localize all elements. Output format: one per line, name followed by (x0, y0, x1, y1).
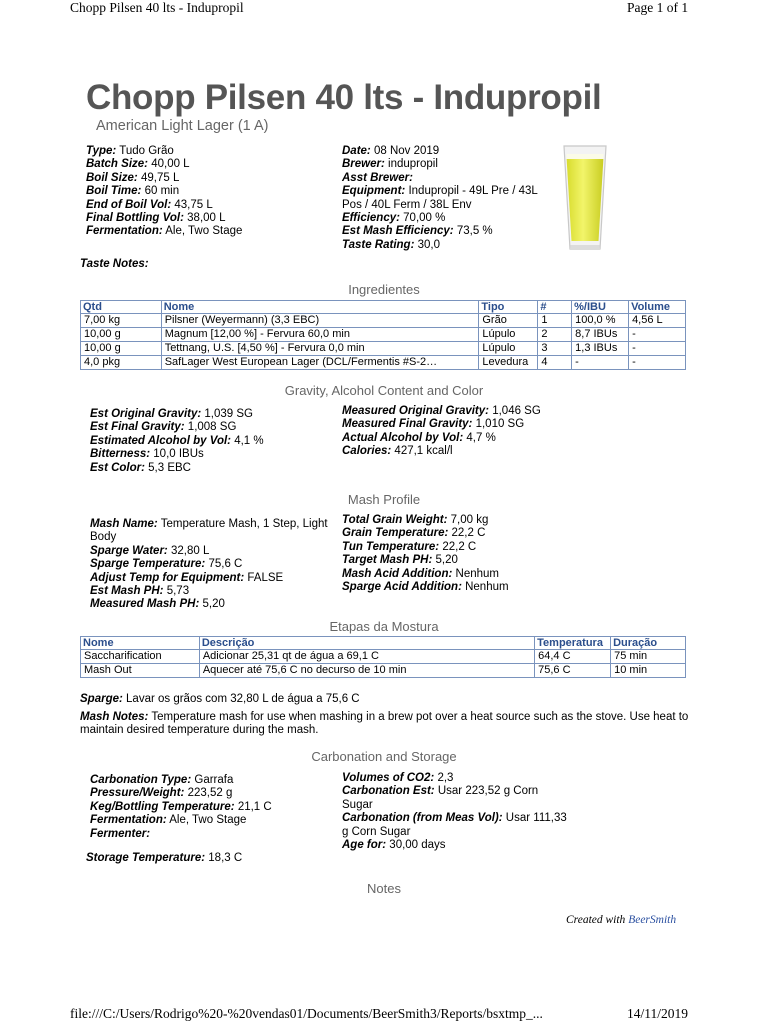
beersmith-link[interactable]: BeerSmith (628, 914, 677, 926)
info-efficiency: Efficiency: 70,00 % (342, 212, 446, 225)
col-descricao: Descrição (199, 637, 534, 650)
sparge-line: Sparge: Lavar os grãos com 32,80 L de água a 75,6 C (80, 693, 360, 705)
cell: 100,0 % (572, 314, 629, 328)
col-num: # (538, 301, 572, 314)
created-with-credit (566, 914, 676, 926)
cell: 7,00 kg (81, 314, 162, 328)
cell: Adicionar 25,31 qt de água a 69,1 C (199, 650, 534, 664)
est-mash-ph: Est Mash PH: 5,73 (90, 585, 190, 598)
gravity-left (90, 408, 330, 475)
notes-heading: Notes (367, 881, 401, 896)
est-fg: Est Final Gravity: 1,008 SG (90, 421, 237, 434)
actual-abv: Actual Alcohol by Vol: 4,7 % (342, 431, 496, 444)
credit-prefix: Created with (566, 914, 626, 926)
col-tipo: Tipo (479, 301, 538, 314)
cell: Lúpulo (479, 342, 538, 356)
cell: 4,0 pkg (81, 356, 162, 370)
ingredients-table (80, 300, 686, 370)
recipe-info-right (342, 145, 557, 252)
table-row (81, 314, 686, 328)
info-est-mash-efficiency: Est Mash Efficiency: 73,5 % (342, 225, 493, 238)
table-row (81, 328, 686, 342)
cell: SafLager West European Lager (DCL/Fermentis #S-2… (161, 356, 479, 370)
print-header-page: Page 1 of 1 (627, 0, 689, 15)
pressure-weight: Pressure/Weight: 223,52 g (90, 787, 233, 800)
sparge-water: Sparge Water: 32,80 L (90, 544, 210, 557)
cell: 2 (538, 328, 572, 342)
mash-notes: Mash Notes: Temperature mash for use when mashing in a brew pot over a heat source such as the stove. Use heat to maintain desired temperature during the mash. (80, 711, 689, 737)
recipe-title: Chopp Pilsen 40 lts - Indupropil (86, 78, 602, 117)
info-end-boil-vol: End of Boil Vol: 43,75 L (86, 198, 213, 211)
target-mash-ph: Target Mash PH: 5,20 (342, 554, 458, 567)
cell: 64,4 C (535, 650, 611, 664)
table-row (81, 356, 686, 370)
cell: Mash Out (81, 664, 200, 678)
grain-temperature: Grain Temperature: 22,2 C (342, 527, 486, 540)
gravity-right (342, 405, 642, 459)
storage-temperature: Storage Temperature: 18,3 C (86, 852, 243, 864)
est-og: Est Original Gravity: 1,039 SG (90, 408, 253, 420)
ingredients-heading: Ingredientes (348, 282, 420, 297)
volumes-co2: Volumes of CO2: 2,3 (342, 772, 454, 784)
mash-profile-heading: Mash Profile (347, 492, 421, 507)
measured-og: Measured Original Gravity: 1,046 SG (342, 405, 541, 417)
cell: Grão (479, 314, 538, 328)
info-date: Date: 08 Nov 2019 (342, 145, 440, 157)
adjust-temp: Adjust Temp for Equipment: FALSE (90, 571, 284, 584)
cell: Tettnang, U.S. [4,50 %] - Fervura 0,0 min (161, 342, 479, 356)
measured-mash-ph: Measured Mash PH: 5,20 (90, 598, 225, 611)
cell: - (572, 356, 629, 370)
print-footer-date: 14/11/2019 (627, 1006, 689, 1021)
total-grain-weight: Total Grain Weight: 7,00 kg (342, 514, 489, 526)
table-row (81, 664, 686, 678)
table-header-row (81, 637, 686, 650)
col-nome: Nome (161, 301, 479, 314)
print-header-title: Chopp Pilsen 40 lts - Indupropil (70, 0, 244, 15)
cell: - (629, 328, 686, 342)
info-final-bottling-vol: Final Bottling Vol: 38,00 L (86, 212, 226, 225)
recipe-style: American Light Lager (1 A) (96, 118, 269, 134)
cell: 1 (538, 314, 572, 328)
table-row (81, 342, 686, 356)
bitterness: Bitterness: 10,0 IBUs (90, 448, 204, 461)
cell: Magnum [12,00 %] - Fervura 60,0 min (161, 328, 479, 342)
mash-right (342, 514, 642, 594)
mash-name: Mash Name: Temperature Mash, 1 Step, Light Body (90, 518, 328, 544)
cell: 1,3 IBUs (572, 342, 629, 356)
col-ibu: %/IBU (572, 301, 629, 314)
cell: 10,00 g (81, 342, 162, 356)
col-qtd: Qtd (81, 301, 162, 314)
recipe-info-left (86, 145, 326, 239)
est-abv: Estimated Alcohol by Vol: 4,1 % (90, 434, 264, 447)
info-boil-size: Boil Size: 49,75 L (86, 171, 180, 184)
age-for: Age for: 30,00 days (342, 839, 446, 852)
info-brewer: Brewer: indupropil (342, 158, 438, 171)
table-header-row (81, 301, 686, 314)
calories: Calories: 427,1 kcal/l (342, 445, 453, 458)
keg-bottling-temp: Keg/Bottling Temperature: 21,1 C (90, 800, 272, 813)
sparge-acid-addition: Sparge Acid Addition: Nenhum (342, 581, 509, 594)
info-fermentation: Fermentation: Ale, Two Stage (86, 225, 243, 238)
carb-fermentation: Fermentation: Ale, Two Stage (90, 814, 247, 827)
table-row (81, 650, 686, 664)
carbonation-est: Carbonation Est: Usar 223,52 g Corn Sugar (342, 785, 539, 811)
col-duracao: Duração (611, 637, 686, 650)
tun-temperature: Tun Temperature: 22,2 C (342, 540, 477, 553)
cell: 4,56 L (629, 314, 686, 328)
carbonation-left (90, 774, 330, 841)
cell: 3 (538, 342, 572, 356)
col-volume: Volume (629, 301, 686, 314)
est-color: Est Color: 5,3 EBC (90, 461, 191, 474)
cell: 8,7 IBUs (572, 328, 629, 342)
print-footer-path: file:///C:/Users/Rodrigo%20-%20vendas01/Documents/BeerSmith3/Reports/bsxtmp_... (70, 1006, 543, 1021)
info-type: Type: Tudo Grão (86, 145, 174, 157)
cell: Saccharification (81, 650, 200, 664)
mash-steps-table (80, 636, 686, 678)
taste-notes: Taste Notes: (80, 258, 149, 270)
beer-glass-icon (560, 143, 610, 258)
mash-acid-addition: Mash Acid Addition: Nenhum (342, 567, 499, 580)
cell: Aquecer até 75,6 C no decurso de 10 min (199, 664, 534, 678)
fermenter: Fermenter: (90, 827, 151, 840)
mash-steps-heading: Etapas da Mostura (329, 619, 439, 634)
cell: Levedura (479, 356, 538, 370)
cell: - (629, 356, 686, 370)
cell: 75 min (611, 650, 686, 664)
carbonation-type: Carbonation Type: Garrafa (90, 774, 234, 786)
info-asst-brewer: Asst Brewer: (342, 171, 413, 184)
col-temperatura: Temperatura (535, 637, 611, 650)
carbonation-right (342, 772, 567, 852)
info-batch-size: Batch Size: 40,00 L (86, 158, 190, 171)
cell: 10 min (611, 664, 686, 678)
cell: 10,00 g (81, 328, 162, 342)
mash-left (90, 518, 330, 612)
info-equipment: Equipment: Indupropil - 49L Pre / 43L Pos / 40L Ferm / 38L Env (342, 185, 538, 211)
cell: Pilsner (Weyermann) (3,3 EBC) (161, 314, 479, 328)
measured-fg: Measured Final Gravity: 1,010 SG (342, 418, 525, 431)
carbonation-heading: Carbonation and Storage (311, 749, 457, 764)
carbonation-meas-vol: Carbonation (from Meas Vol): Usar 111,33 g Corn Sugar (342, 812, 567, 838)
cell: - (629, 342, 686, 356)
info-taste-rating: Taste Rating: 30,0 (342, 238, 441, 251)
sparge-temperature: Sparge Temperature: 75,6 C (90, 558, 243, 571)
cell: 75,6 C (535, 664, 611, 678)
cell: Lúpulo (479, 328, 538, 342)
col-nome: Nome (81, 637, 200, 650)
cell: 4 (538, 356, 572, 370)
info-boil-time: Boil Time: 60 min (86, 185, 180, 198)
gravity-heading: Gravity, Alcohol Content and Color (284, 383, 484, 398)
